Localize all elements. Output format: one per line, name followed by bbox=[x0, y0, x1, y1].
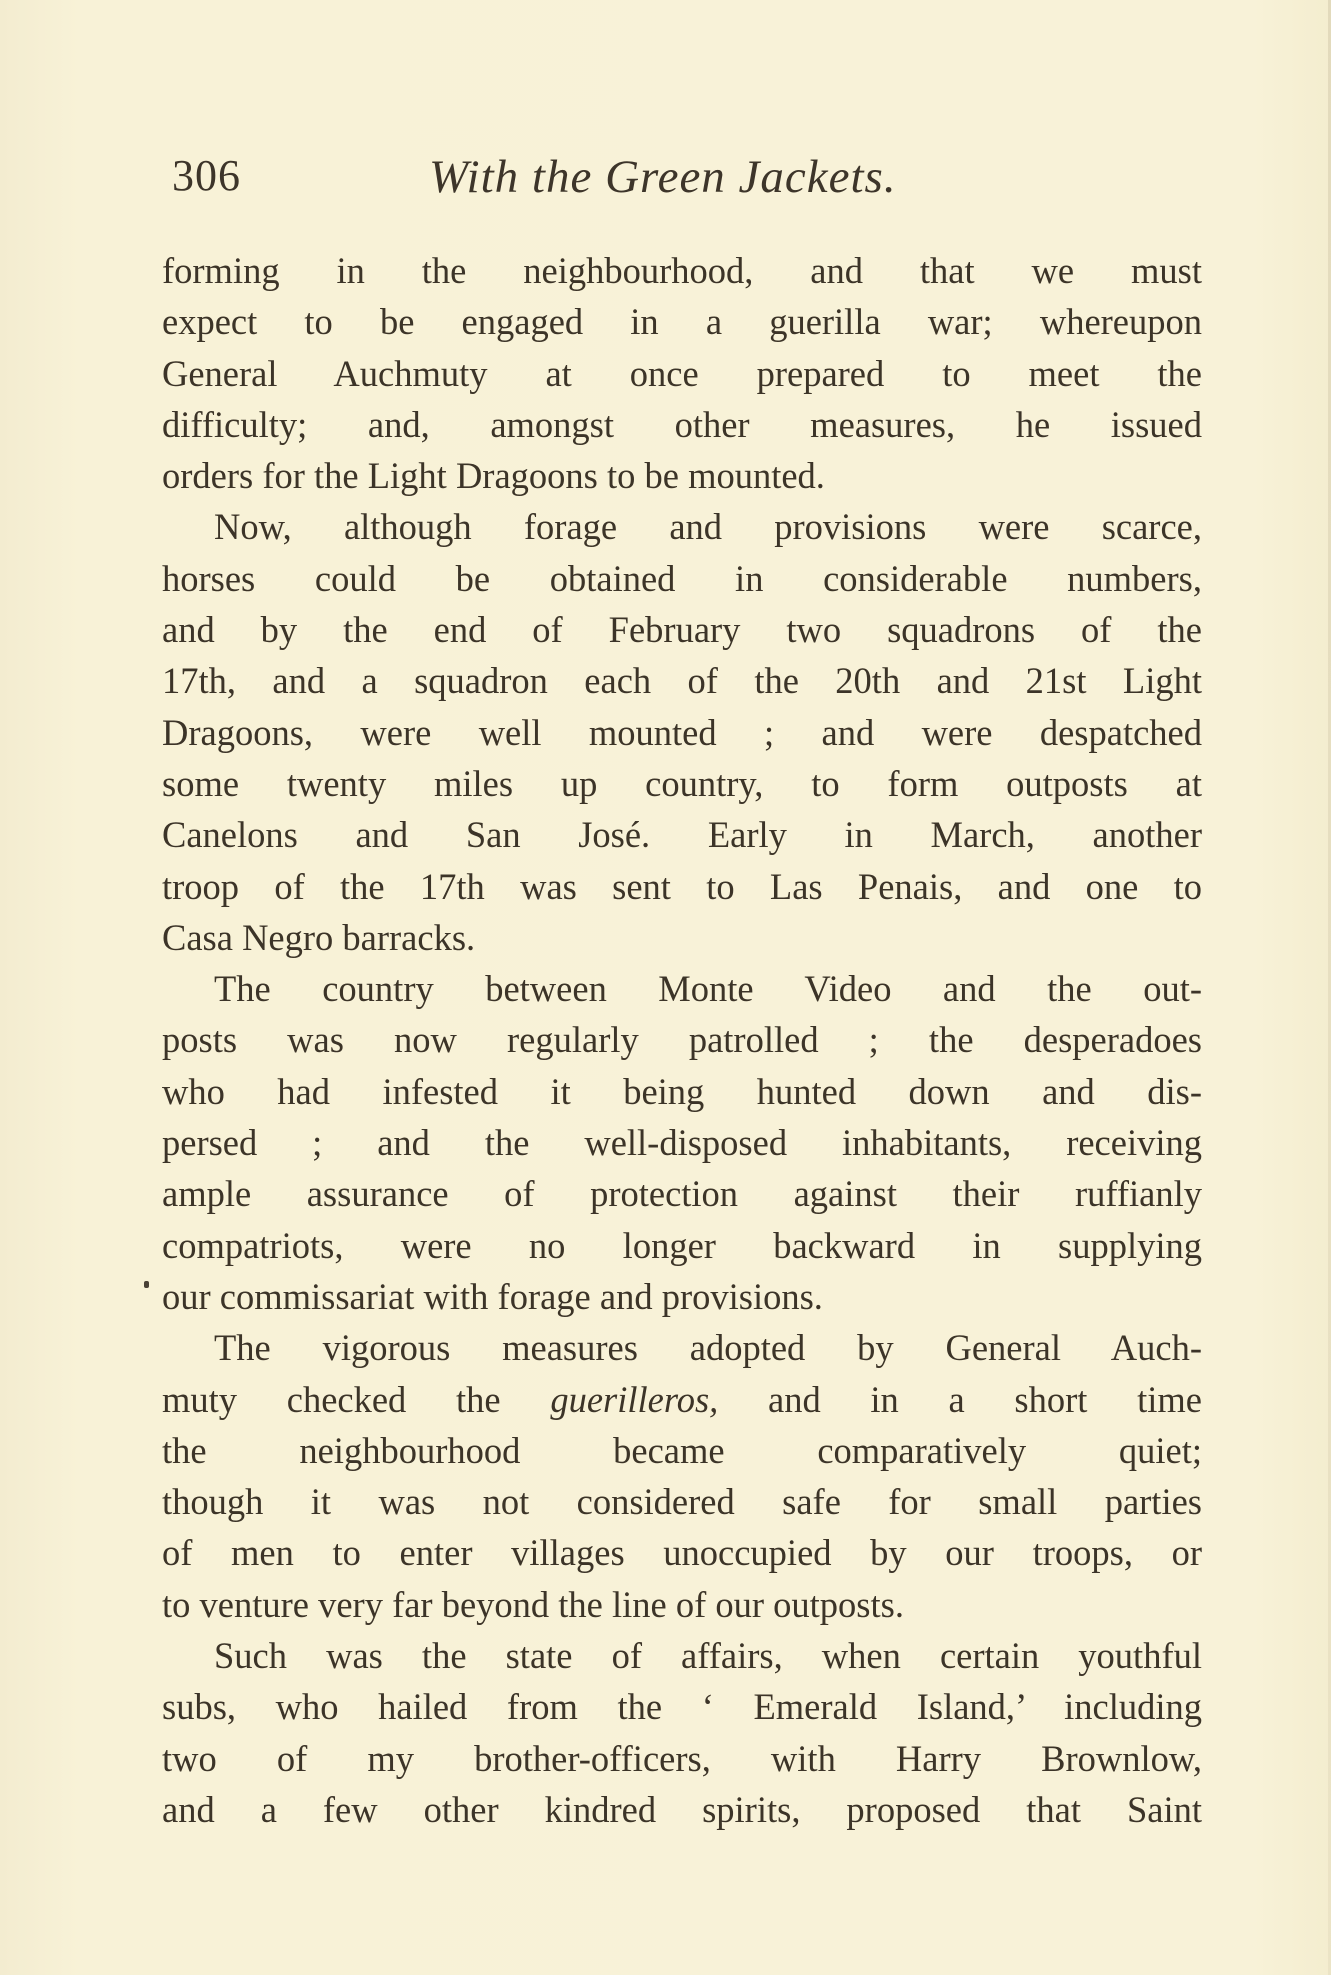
text-line: posts was now regularly patrolled ; the desperadoes bbox=[162, 1019, 1202, 1061]
text-line: ample assurance of protection against their ruffianly bbox=[162, 1173, 1202, 1215]
paragraph-first-line: Such was the state of affairs, when certain youthful bbox=[214, 1635, 1202, 1677]
text-line: of men to enter villages unoccupied by our troops, or bbox=[162, 1532, 1202, 1574]
text-line: persed ; and the well-disposed inhabitants, receiving bbox=[162, 1122, 1202, 1164]
text-line: 17th, and a squadron each of the 20th and 21st Light bbox=[162, 660, 1202, 702]
text-line: troop of the 17th was sent to Las Penais, and one to bbox=[162, 865, 1202, 907]
text-line: expect to be engaged in a guerilla war; whereupon bbox=[162, 301, 1202, 343]
text-line: our commissariat with forage and provisions. bbox=[162, 1275, 823, 1317]
text-line: General Auchmuty at once prepared to meet the bbox=[162, 352, 1202, 394]
text-line: forming in the neighbourhood, and that we must bbox=[162, 250, 1202, 291]
text-line: Canelons and San José. Early in March, another bbox=[162, 814, 1202, 856]
text-segment: muty checked the bbox=[162, 1378, 551, 1420]
text-line: and a few other kindred spirits, proposed that Saint bbox=[162, 1788, 1202, 1830]
text-line: to venture very far beyond the line of our outposts. bbox=[162, 1583, 904, 1625]
text-line-with-italic bbox=[162, 1374, 1202, 1425]
running-title: With the Green Jackets. bbox=[429, 151, 897, 203]
text-line: Casa Negro barracks. bbox=[162, 916, 476, 958]
margin-dot bbox=[144, 1281, 149, 1288]
italic-word: guerilleros, bbox=[550, 1378, 719, 1420]
text-line: though it was not considered safe for small parties bbox=[162, 1481, 1202, 1523]
text-line: Dragoons, were well mounted ; and were despatched bbox=[162, 711, 1202, 753]
body-text bbox=[162, 245, 1202, 1835]
text-line: compatriots, were no longer backward in supplying bbox=[162, 1224, 1202, 1266]
text-segment: and in a short time bbox=[718, 1378, 1202, 1420]
text-line: who had infested it being hunted down and dis- bbox=[162, 1070, 1202, 1112]
paragraph-first-line: Now, although forage and provisions were scarce, bbox=[214, 506, 1202, 548]
text-line: horses could be obtained in considerable numbers, bbox=[162, 557, 1202, 599]
text-line: subs, who hailed from the ‘ Emerald Island,’ including bbox=[162, 1686, 1202, 1728]
text-line: the neighbourhood became comparatively quiet; bbox=[162, 1429, 1202, 1471]
page-number: 306 bbox=[172, 151, 241, 200]
text-line: and by the end of February two squadrons of the bbox=[162, 609, 1202, 651]
text-line: difficulty; and, amongst other measures, he issued bbox=[162, 403, 1202, 445]
text-line: some twenty miles up country, to form outposts at bbox=[162, 762, 1202, 804]
text-line: orders for the Light Dragoons to be mounted. bbox=[162, 455, 825, 497]
page-header bbox=[172, 150, 952, 210]
paragraph-first-line: The vigorous measures adopted by General Auch- bbox=[214, 1327, 1202, 1369]
paragraph-first-line: The country between Monte Video and the out- bbox=[214, 968, 1202, 1010]
text-line: two of my brother-officers, with Harry Brownlow, bbox=[162, 1737, 1202, 1779]
